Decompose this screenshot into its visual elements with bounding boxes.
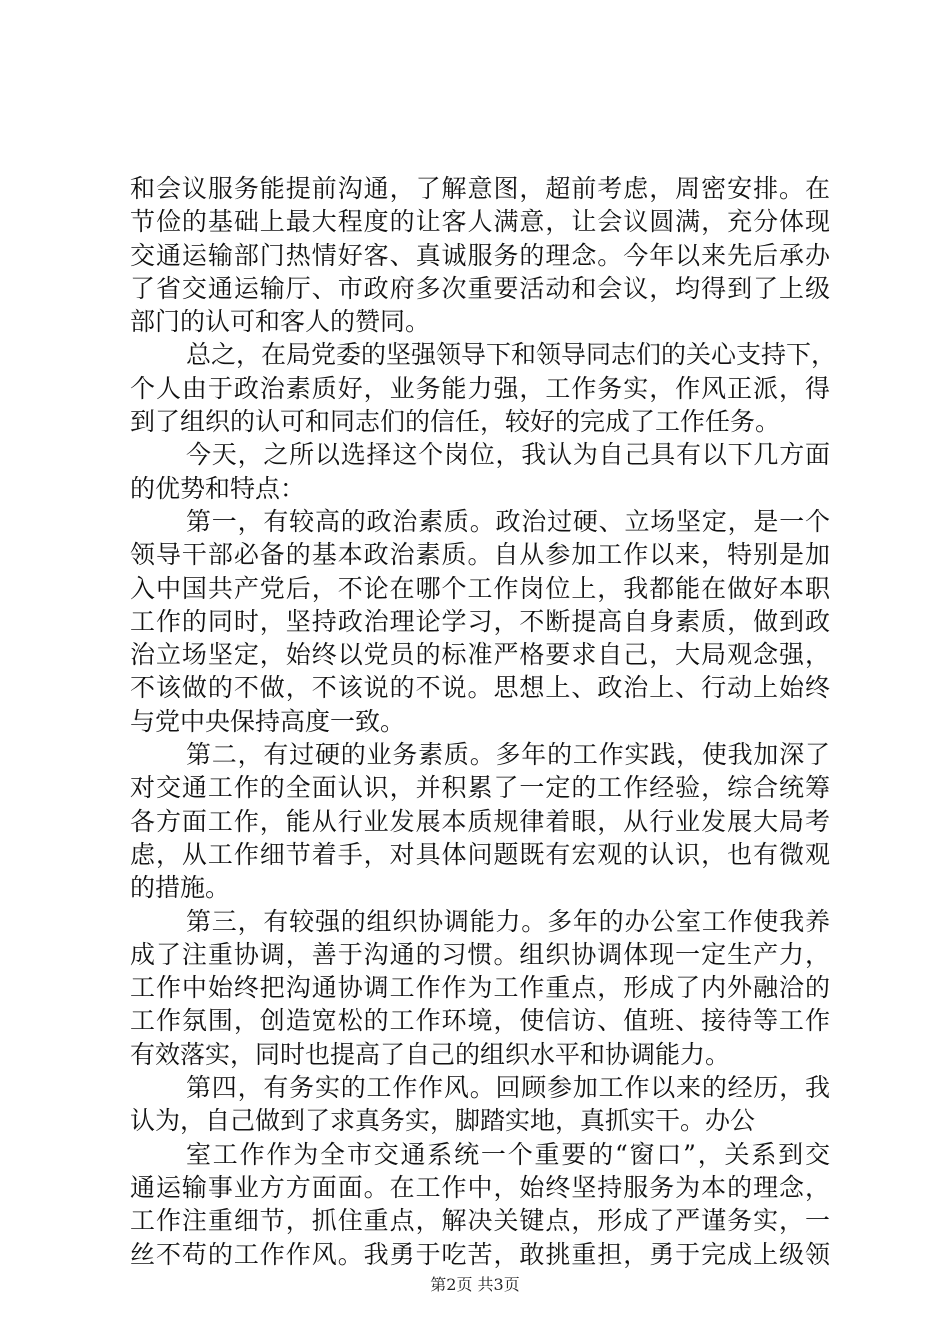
text-line: 室工作作为全市交通系统一个重要的“窗口”，关系到交 (186, 1139, 830, 1169)
text-line: 部门的认可和客人的赞同。 (130, 307, 431, 337)
paragraph (130, 172, 830, 338)
text-line: 节俭的基础上最大程度的让客人满意，让会议圆满，充分体现 (130, 207, 830, 237)
page-number-footer: 第2页 共3页 (430, 1275, 520, 1294)
text-line: 到了组织的认可和同志们的信任，较好的完成了工作任务。 (130, 407, 781, 437)
paragraph (130, 1071, 830, 1138)
text-line: 第二，有过硬的业务素质。多年的工作实践，使我加深了 (186, 740, 830, 770)
text-line: 虑，从工作细节着手，对具体问题既有宏观的认识，也有微观 (130, 839, 830, 869)
text-line: 对交通工作的全面认识，并积累了一定的工作经验，综合统筹 (130, 773, 830, 803)
text-line: 交通运输部门热情好客、真诚服务的理念。今年以来先后承办 (130, 240, 830, 270)
text-line: 各方面工作，能从行业发展本质规律着眼，从行业发展大局考 (130, 806, 830, 836)
text-line: 通运输事业方方面面。在工作中，始终坚持服务为本的理念， (130, 1172, 830, 1202)
paragraph (130, 1138, 830, 1271)
text-line: 工作的同时，坚持政治理论学习，不断提高自身素质，做到政 (130, 606, 830, 636)
text-line: 今天，之所以选择这个岗位，我认为自己具有以下几方面 (186, 440, 830, 470)
text-line: 了省交通运输厅、市政府多次重要活动和会议，均得到了上级 (130, 273, 830, 303)
text-line: 工作注重细节，抓住重点，解决关键点，形成了严谨务实，一 (130, 1206, 830, 1236)
text-line: 总之，在局党委的坚强领导下和领导同志们的关心支持下， (186, 340, 837, 370)
paragraph (130, 905, 830, 1071)
document-body (130, 172, 837, 1271)
text-line: 第一，有较高的政治素质。政治过硬、立场坚定，是一个 (186, 506, 830, 536)
paragraph (130, 438, 830, 505)
text-line: 治立场坚定，始终以党员的标准严格要求自己，大局观念强， (130, 640, 830, 670)
paragraph (130, 738, 830, 904)
paragraph (130, 338, 837, 438)
text-line: 领导干部必备的基本政治素质。自从参加工作以来，特别是加 (130, 540, 830, 570)
text-line: 丝不苟的工作作风。我勇于吃苦，敢挑重担，勇于完成上级领 (130, 1239, 830, 1269)
text-line: 成了注重协调，善于沟通的习惯。组织协调体现一定生产力， (130, 939, 830, 969)
text-line: 的优势和特点： (130, 473, 306, 503)
text-line: 有效落实，同时也提高了自己的组织水平和协调能力。 (130, 1039, 731, 1069)
text-line: 和会议服务能提前沟通，了解意图，超前考虑，周密安排。在 (130, 174, 830, 203)
text-line: 个人由于政治素质好，业务能力强，工作务实，作风正派，得 (130, 373, 830, 403)
text-line: 工作氛围，创造宽松的工作环境，使信访、值班、接待等工作 (130, 1006, 830, 1036)
text-line: 与党中央保持高度一致。 (130, 706, 406, 736)
text-line: 第四，有务实的工作作风。回顾参加工作以来的经历，我 (186, 1073, 830, 1103)
text-line: 工作中始终把沟通协调工作作为工作重点，形成了内外融洽的 (130, 973, 830, 1003)
text-line: 的措施。 (130, 873, 231, 903)
text-line: 入中国共产党后，不论在哪个工作岗位上，我都能在做好本职 (130, 573, 830, 603)
text-line: 认为，自己做到了求真务实，脚踏实地，真抓实干。办公 (130, 1106, 756, 1136)
paragraph (130, 505, 830, 738)
text-line: 第三，有较强的组织协调能力。多年的办公室工作使我养 (186, 906, 830, 936)
text-line: 不该做的不做，不该说的不说。思想上、政治上、行动上始终 (130, 673, 830, 703)
